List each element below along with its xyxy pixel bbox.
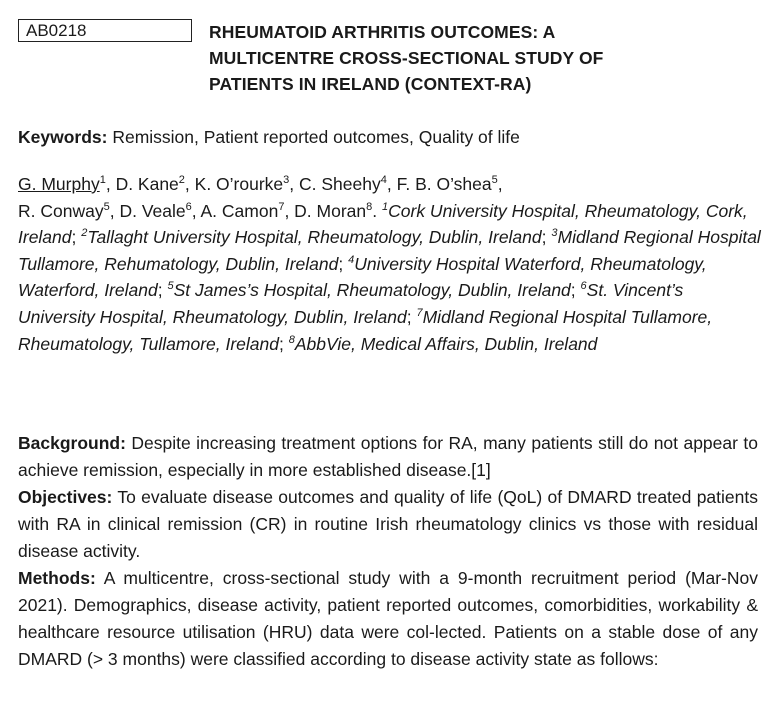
keywords-label: Keywords: [18, 127, 108, 147]
author-sup: 5 [103, 200, 110, 213]
keywords-text: Remission, Patient reported outcomes, Quality of life [107, 127, 520, 147]
author-sup: 5 [491, 174, 498, 187]
author-name: D. Kane [115, 174, 179, 194]
affiliation: Tallaght University Hospital, Rheumatology, Dublin, Ireland [87, 227, 542, 248]
affiliation-sup: 1 [382, 200, 389, 213]
section-label: Objectives: [18, 487, 113, 507]
section-objectives [18, 484, 758, 565]
section-label: Background: [18, 433, 126, 453]
affiliation-sup: 4 [348, 253, 355, 266]
section-text: Despite increasing treatment options for RA, many patients still do not appear to achieve remission, especially in more established disease.[1] [18, 433, 758, 480]
affiliation: Cork University Hospital, Rheumatology, Cork, Ireland [18, 200, 748, 248]
section-text: A multicentre, cross-sectional study with a 9-month recruitment period (Mar-Nov 2021). Demographics, disease activity, patient reported outcomes, comorbidities, workability & healthcare resource utilisation (HRU) data were col-lected. Patients on a stable dose of any DMARD (> 3 months) were classified according to disease activity state as follows: [18, 568, 758, 669]
author-sup: 1 [99, 174, 106, 187]
affiliation: Midland Regional Hospital Tullamore, Rehumatology, Dublin, Ireland [18, 227, 761, 274]
affiliation-sup: 8 [288, 333, 295, 346]
section-text: To evaluate disease outcomes and quality of life (QoL) of DMARD treated patients with RA in clinical remission (CR) in routine Irish rheumatology clinics vs those with residual disease activity. [18, 487, 758, 561]
author-sup: 2 [178, 174, 185, 187]
author-name: D. Moran [294, 200, 367, 221]
author-name: D. Veale [119, 200, 186, 221]
section-label: Methods: [18, 568, 96, 588]
affiliation: AbbVie, Medical Affairs, Dublin, Ireland [294, 333, 598, 354]
author-sup: 4 [380, 174, 387, 187]
author-name: R. Conway [18, 200, 104, 221]
title-line: MULTICENTRE CROSS-SECTIONAL STUDY OF [209, 48, 604, 68]
abstract-body [18, 430, 758, 673]
affiliation-sup: 6 [580, 280, 587, 293]
section-background [18, 430, 758, 484]
affiliation: University Hospital Waterford, Rheumatology, Waterford, Ireland [18, 253, 707, 301]
author-sup: 8 [366, 200, 373, 213]
authors-affiliations: G. Murphy$^1$, D. Kane$^2$, K. O’rourke$^3$, C. Sheehy$^4$, F. B. O’shea$^5$, R. Conway$^5$, D. Veale$^6$, A. Camon$^7$, D. Moran$^8$. $^1$Cork University Hospital, Rheumatology, Cork, Ireland; $^2$Tallaght University Hospital, Rheumatology, Dublin, Ireland; $^3$Midland Regional Hospital Tullamore, Rehumatology, Dublin, Ireland; $^4$University Hospital Waterford, Rheumatology, Waterford, Ireland; $^5$St James’s Hospital, Rheumatology, Dublin, Ireland; $^6$St. Vincent’s University Hospital, Rheumatology, Dublin, Ireland; $^7$Midland Regional Hospital Tullamore, Rheumatology, Tullamore, Ireland; $^8$AbbVie, Medical Affairs, Dublin, Ireland [18, 174, 761, 354]
abstract-title [209, 19, 729, 97]
affiliation-sup: 7 [416, 307, 423, 320]
affiliation-sup: 5 [167, 280, 174, 293]
author-name: F. B. O’shea [396, 174, 492, 194]
title-line: RHEUMATOID ARTHRITIS OUTCOMES: A [209, 22, 556, 42]
author-sup: 3 [283, 174, 290, 187]
affiliation: St James’s Hospital, Rheumatology, Dublin, Ireland [173, 280, 571, 301]
affiliation: Midland Regional Hospital Tullamore, Rheumatology, Tullamore, Ireland [18, 306, 713, 354]
author-list: G. Murphy$^1$, D. Kane$^2$, K. O’rourke$^3$, C. Sheehy$^4$, F. B. O’shea$^5$, R. Conway$^5$, D. Veale$^6$, A. Camon$^7$, D. Moran$^8$. [18, 174, 503, 221]
section-methods [18, 565, 758, 673]
abstract-code: AB0218 [18, 19, 192, 42]
keywords [18, 124, 758, 150]
affiliation: St. Vincent’s University Hospital, Rheumatology, Dublin, Ireland [18, 280, 684, 327]
affiliation-sup: 3 [551, 227, 558, 240]
author-sup: 7 [278, 200, 285, 213]
affiliation-sup: 2 [81, 227, 88, 240]
title-line: PATIENTS IN IRELAND (CONTEXT-RA) [209, 74, 532, 94]
author-name: C. Sheehy [299, 174, 381, 194]
author-sup: 6 [185, 200, 192, 213]
author-name: G. Murphy [18, 174, 100, 194]
author-name: K. O’rourke [194, 174, 284, 194]
author-name: A. Camon [200, 200, 279, 221]
